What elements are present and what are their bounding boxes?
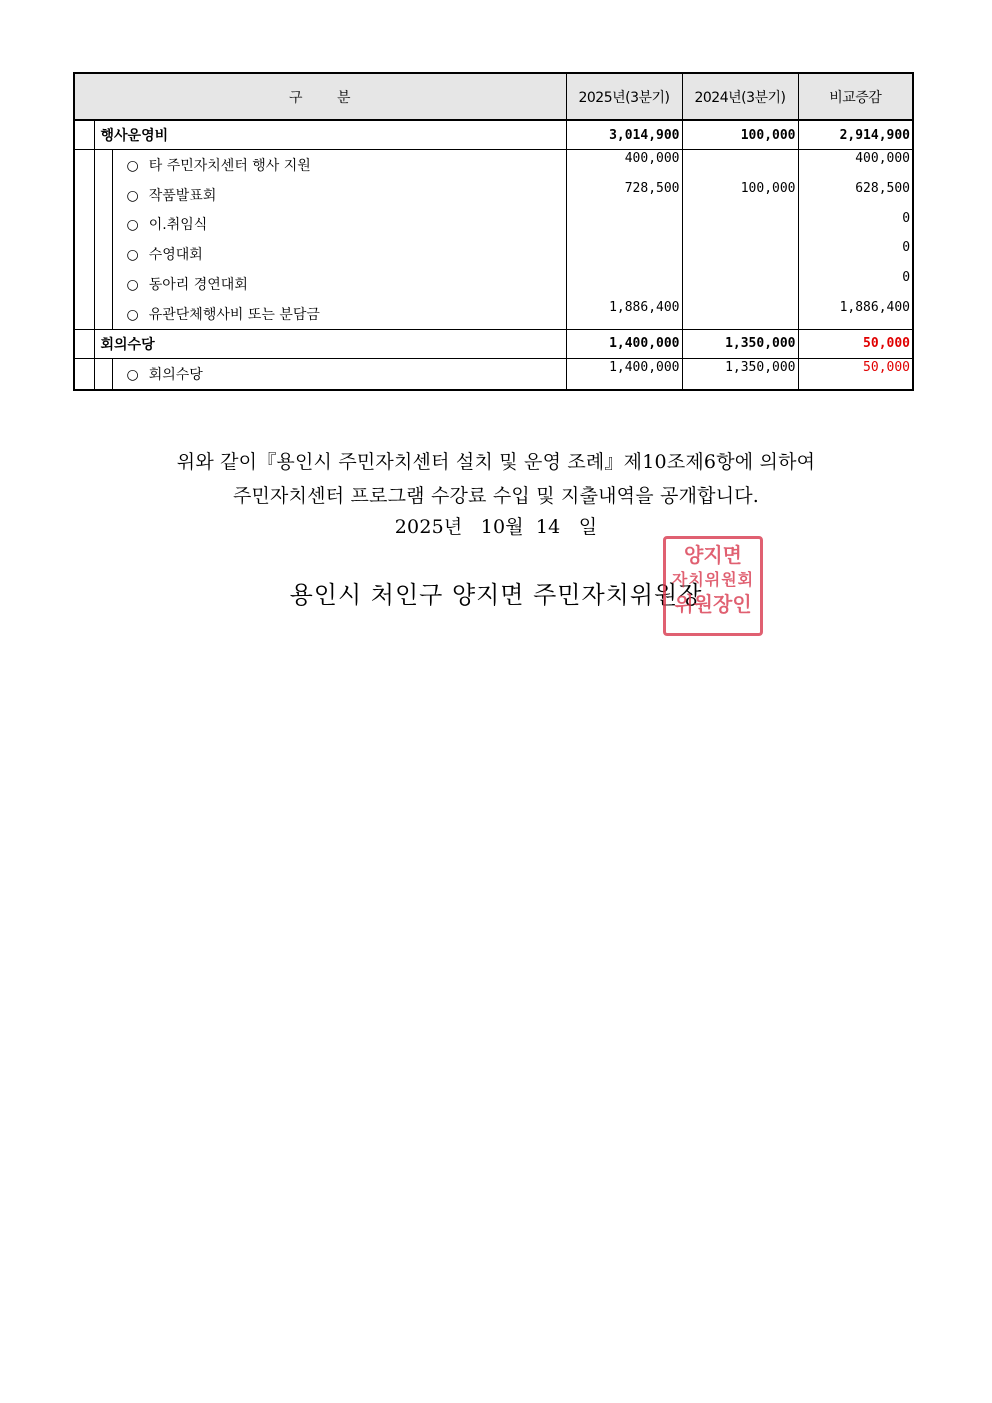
section-value-2024: 100,000 — [682, 120, 798, 150]
item-value-2024 — [682, 239, 798, 269]
bullet-circle-icon: ○ — [126, 247, 139, 264]
table-row — [74, 210, 913, 240]
bullet-circle-icon: ○ — [126, 366, 139, 383]
gutter — [74, 180, 94, 210]
section-label: 행사운영비 — [94, 120, 566, 150]
bullet-circle-icon: ○ — [126, 306, 139, 323]
table-row — [74, 239, 913, 269]
section-row-meeting-allowance — [74, 329, 913, 358]
signer-title: 용인시 처인구 양지면 주민자치위원장 — [289, 581, 703, 609]
section-label: 회의수당 — [94, 329, 566, 358]
item-label: ○ 타 주민자치센터 행사 지원 — [126, 157, 311, 174]
date-month: 10월 — [480, 516, 524, 538]
item-value-diff: 0 — [798, 269, 913, 299]
bullet-circle-icon: ○ — [126, 187, 139, 204]
section-value-2024: 1,350,000 — [682, 329, 798, 358]
item-value-2025 — [566, 210, 682, 240]
statement-line-1: 위와 같이『용인시 주민자치센터 설치 및 운영 조례』제10조제6항에 의하여 — [176, 451, 816, 473]
item-value-diff: 628,500 — [798, 180, 913, 210]
item-value-diff: 400,000 — [798, 150, 913, 180]
table-row — [74, 269, 913, 299]
official-seal-stamp — [663, 536, 763, 636]
date-day: 14 — [535, 516, 561, 538]
item-label: ○ 이.취임식 — [126, 217, 208, 234]
section-value-diff: 50,000 — [798, 329, 913, 358]
section-value-2025: 1,400,000 — [566, 329, 682, 358]
item-value-2025 — [566, 269, 682, 299]
header-category: 구 분 — [74, 73, 566, 120]
budget-table — [73, 72, 914, 391]
gutter — [74, 239, 94, 269]
gutter — [74, 269, 94, 299]
item-value-2025: 728,500 — [566, 180, 682, 210]
table-header-row — [74, 73, 913, 120]
date-line — [0, 512, 992, 539]
gutter — [94, 299, 112, 329]
item-value-2025: 1,886,400 — [566, 299, 682, 329]
item-value-2024: 1,350,000 — [682, 358, 798, 389]
item-value-2024: 100,000 — [682, 180, 798, 210]
item-label: ○ 작품발표회 — [126, 187, 217, 204]
bullet-circle-icon: ○ — [126, 277, 139, 294]
gutter — [94, 358, 112, 389]
item-value-2025: 400,000 — [566, 150, 682, 180]
item-value-2024 — [682, 150, 798, 180]
item-value-2025 — [566, 239, 682, 269]
bullet-circle-icon: ○ — [126, 217, 139, 234]
gutter — [74, 150, 94, 180]
gutter — [74, 210, 94, 240]
item-value-2025: 1,400,000 — [566, 358, 682, 389]
header-2025: 2025년(3분기) — [566, 73, 682, 120]
gutter — [94, 210, 112, 240]
item-value-2024 — [682, 269, 798, 299]
gutter — [94, 269, 112, 299]
table-row — [74, 180, 913, 210]
gutter — [74, 120, 94, 150]
gutter — [94, 239, 112, 269]
table-row — [74, 358, 913, 389]
table-row — [74, 299, 913, 329]
seal-line-2: 자치위원회 — [671, 570, 755, 589]
item-value-diff: 1,886,400 — [798, 299, 913, 329]
item-value-diff: 50,000 — [798, 358, 913, 389]
section-value-diff: 2,914,900 — [798, 120, 913, 150]
item-label: ○ 수영대회 — [126, 247, 203, 264]
statement-line-2: 주민자치센터 프로그램 수강료 수입 및 지출내역을 공개합니다. — [232, 485, 760, 507]
seal-line-3: 위원장인 — [674, 592, 752, 616]
item-label: ○ 회의수당 — [126, 366, 203, 383]
gutter — [94, 150, 112, 180]
seal-line-1: 양지면 — [684, 543, 742, 567]
item-label: ○ 유관단체행사비 또는 분담금 — [126, 306, 320, 323]
section-row-event-operation — [74, 120, 913, 150]
gutter — [74, 329, 94, 358]
date-year: 2025년 — [394, 516, 463, 538]
gutter — [94, 180, 112, 210]
header-2024: 2024년(3분기) — [682, 73, 798, 120]
gutter — [74, 358, 94, 389]
item-value-2024 — [682, 299, 798, 329]
item-value-diff: 0 — [798, 210, 913, 240]
item-value-diff: 0 — [798, 239, 913, 269]
header-diff: 비교증감 — [798, 73, 913, 120]
date-day-suffix: 일 — [578, 516, 598, 538]
bullet-circle-icon: ○ — [126, 157, 139, 174]
item-label: ○ 동아리 경연대회 — [126, 277, 248, 294]
gutter — [74, 299, 94, 329]
item-value-2024 — [682, 210, 798, 240]
section-value-2025: 3,014,900 — [566, 120, 682, 150]
table-row — [74, 150, 913, 180]
